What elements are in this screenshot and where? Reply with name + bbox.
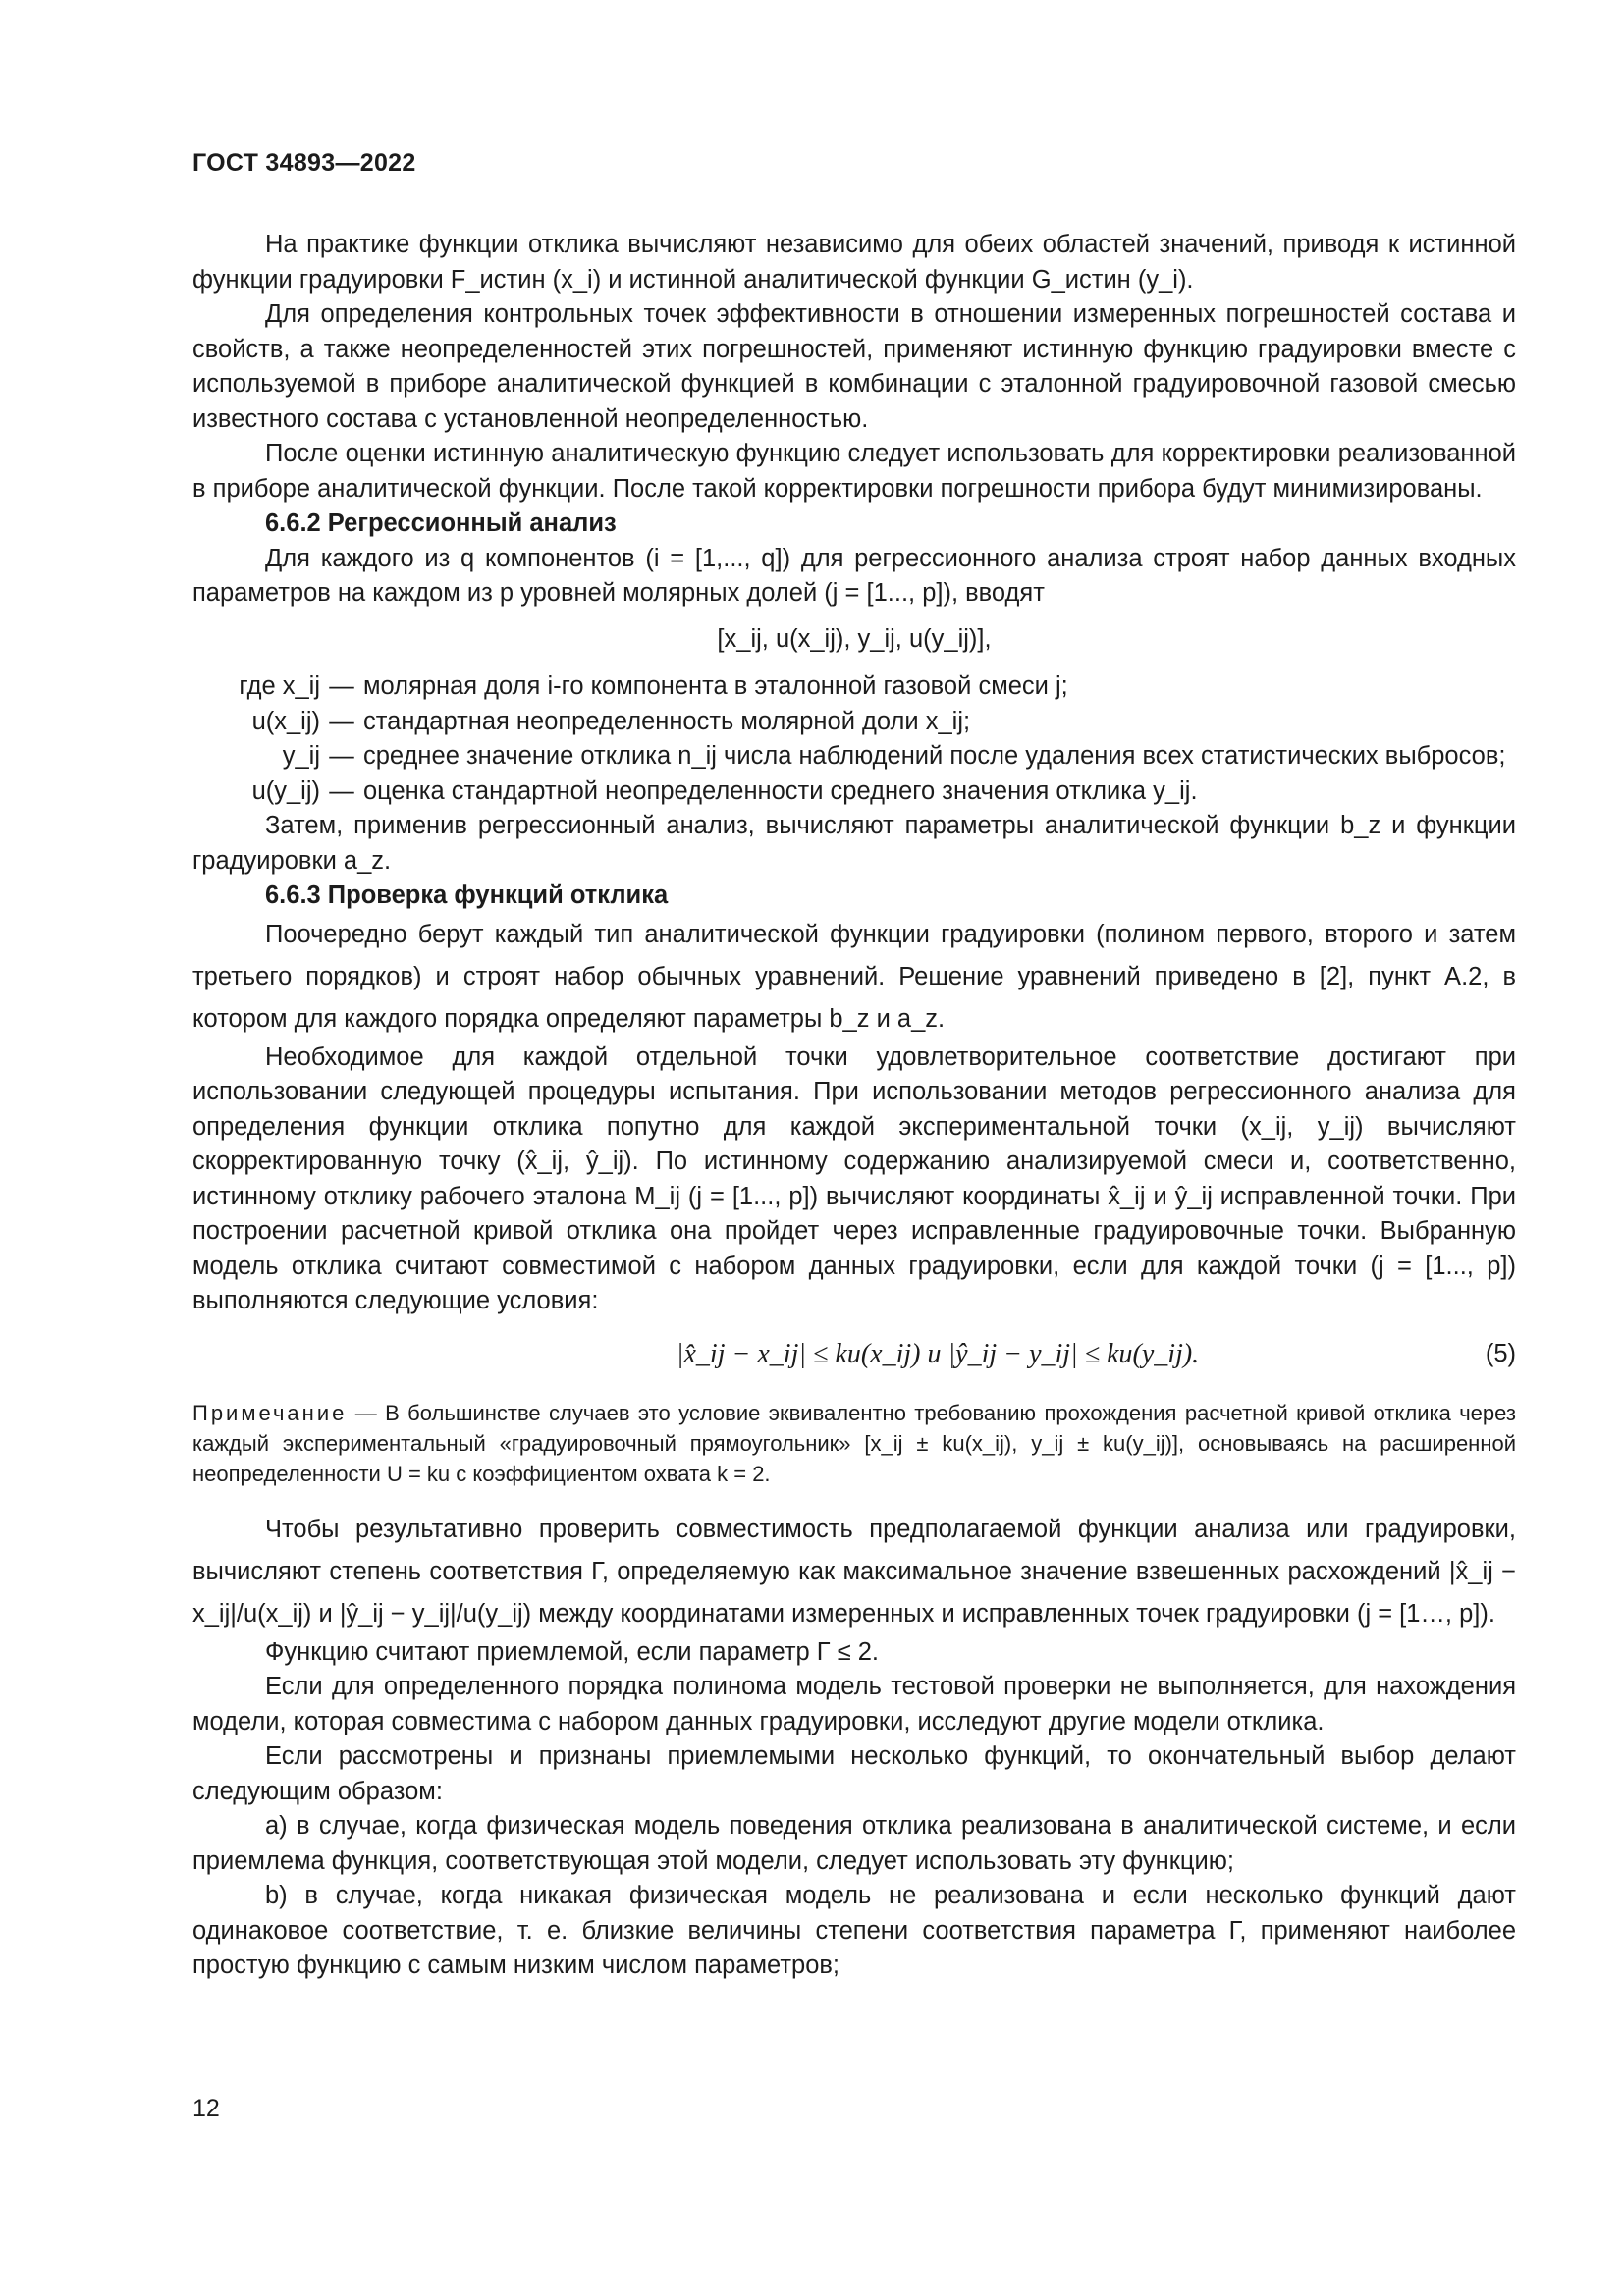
list-item-b: b) в случае, когда никакая физическая модель не реализована и если несколько функций дают одинаковое соответствие, т. е. близкие величины степени соответствия параметра Г, применяют наиболее простую функцию с самым низким числом параметров; — [192, 1882, 1516, 1979]
page-body — [192, 228, 1516, 1984]
paragraph: Чтобы результативно проверить совместимость предполагаемой функции анализа или градуировки, вычисляют степень соответствия Г, определяемую как максимальное значение взвешенных расхождений |x̂_ij − x_ij|/u(x_ij) и |ŷ_ij − y_ij|/u(y_ij) между координатами измеренных и исправленных точек градуировки (j = [1…, p]). — [192, 1515, 1516, 1628]
document-code: ГОСТ 34893—2022 — [192, 149, 416, 177]
definition-dash: — — [329, 776, 354, 805]
tuple-formula: [x_ij, u(x_ij), y_ij, u(y_ij)], — [717, 624, 992, 653]
paragraph: Для определения контрольных точек эффективности в отношении измеренных погрешностей состава и свойств, а также неопределенностей этих погрешностей, применяют истинную функцию градуировки вместе с используемой в приборе аналитической функцией в комбинации с эталонной градуировочной газовой смесью известного состава с установленной неопределенностью. — [192, 300, 1516, 433]
definition-row — [192, 739, 1516, 774]
definition-dash: — — [329, 672, 354, 700]
definition-row — [192, 669, 1516, 705]
paragraph: Для каждого из q компонентов (i = [1,..., q]) для регрессионного анализа строят набор данных входных параметров на каждом из p уровней молярных долей (j = [1..., p]), вводят — [192, 544, 1516, 607]
paragraph: На практике функции отклика вычисляют независимо для обеих областей значений, приводя к истинной функции градуировки F_истин (x_i) и истинной аналитической функции G_истин (y_i). — [192, 231, 1516, 294]
section-heading-6-6-3: 6.6.3 Проверка функций отклика — [265, 881, 669, 909]
note-text: — В большинстве случаев это условие эквивалентно требованию прохождения расчетной кривой отклика через каждый экспериментальный «градуировочный прямоугольник» [x_ij ± ku(x_ij), y_ij ± ku(y_ij)], основываясь на расширенной неопределенности U = ku с коэффициентом охвата k = 2. — [192, 1400, 1516, 1486]
definition-dash: — — [329, 742, 354, 770]
note-label: Примечание — [192, 1400, 348, 1425]
paragraph: Функцию считают приемлемой, если параметр Г ≤ 2. — [265, 1637, 880, 1666]
formula-number: (5) — [1485, 1339, 1516, 1367]
formula-5: |x̂_ij − x_ij| ≤ ku(x_ij) и |ŷ_ij − y_ij| ≤ ku(y_ij). — [676, 1338, 1200, 1369]
definition-symbol: u(y_ij) — [251, 776, 320, 805]
definition-text: молярная доля i-го компонента в эталонной газовой смеси j; — [363, 672, 1068, 700]
paragraph: Поочередно берут каждый тип аналитической функции градуировки (полином первого, второго и затем третьего порядков) и строят набор обычных уравнений. Решение уравнений приведено в [2], пункт А.2, в котором для каждого порядка определяют параметры b_z и a_z. — [192, 920, 1516, 1033]
definition-symbol: u(x_ij) — [251, 707, 320, 735]
definition-row — [192, 774, 1516, 810]
paragraph: После оценки истинную аналитическую функцию следует использовать для корректировки реализованной в приборе аналитической функции. После такой корректировки погрешности прибора будут минимизированы. — [192, 440, 1516, 503]
definition-text: среднее значение отклика n_ij числа наблюдений после удаления всех статистических выбросов; — [363, 742, 1506, 770]
definition-row — [192, 705, 1516, 740]
paragraph: Если рассмотрены и признаны приемлемыми несколько функций, то окончательный выбор делают следующим образом: — [192, 1742, 1516, 1805]
note-block — [192, 1398, 1516, 1489]
definition-symbol: y_ij — [282, 742, 320, 770]
paragraph: Затем, применив регрессионный анализ, вычисляют параметры аналитической функции b_z и функции градуировки a_z. — [192, 812, 1516, 875]
definition-text: стандартная неопределенность молярной доли x_ij; — [363, 707, 971, 735]
definition-symbol: где x_ij — [239, 672, 320, 700]
list-item-a: a) в случае, когда физическая модель поведения отклика реализована в аналитической системе, и если приемлема функция, соответствующая этой модели, следует использовать эту функцию; — [192, 1812, 1516, 1875]
section-heading-6-6-2: 6.6.2 Регрессионный анализ — [265, 509, 617, 537]
paragraph: Необходимое для каждой отдельной точки удовлетворительное соответствие достигают при использовании следующей процедуры испытания. При использовании методов регрессионного анализа для определения функции отклика попутно для каждой экспериментальной точки (x_ij, y_ij) вычисляют скорректированную точку (x̂_ij, ŷ_ij). По истинному содержанию анализируемой смеси и, соответственно, истинному отклику рабочего эталона M_ij (j = [1..., p]) вычисляют координаты x̂_ij и ŷ_ij исправленной точки. При построении расчетной кривой отклика она пройдет через исправленные градуировочные точки. Выбранную модель отклика считают совместимой с набором данных градуировки, если для каждой точки (j = [1..., p]) выполняются следующие условия: — [192, 1042, 1516, 1314]
page-number: 12 — [192, 2095, 220, 2122]
definition-dash: — — [329, 707, 354, 735]
formula-5-row — [192, 1331, 1516, 1378]
definitions-list — [192, 669, 1516, 809]
definition-text: оценка стандартной неопределенности среднего значения отклика y_ij. — [363, 776, 1198, 805]
paragraph: Если для определенного порядка полинома модель тестовой проверки не выполняется, для нахождения модели, которая совместима с набором данных градуировки, исследуют другие модели отклика. — [192, 1673, 1516, 1735]
